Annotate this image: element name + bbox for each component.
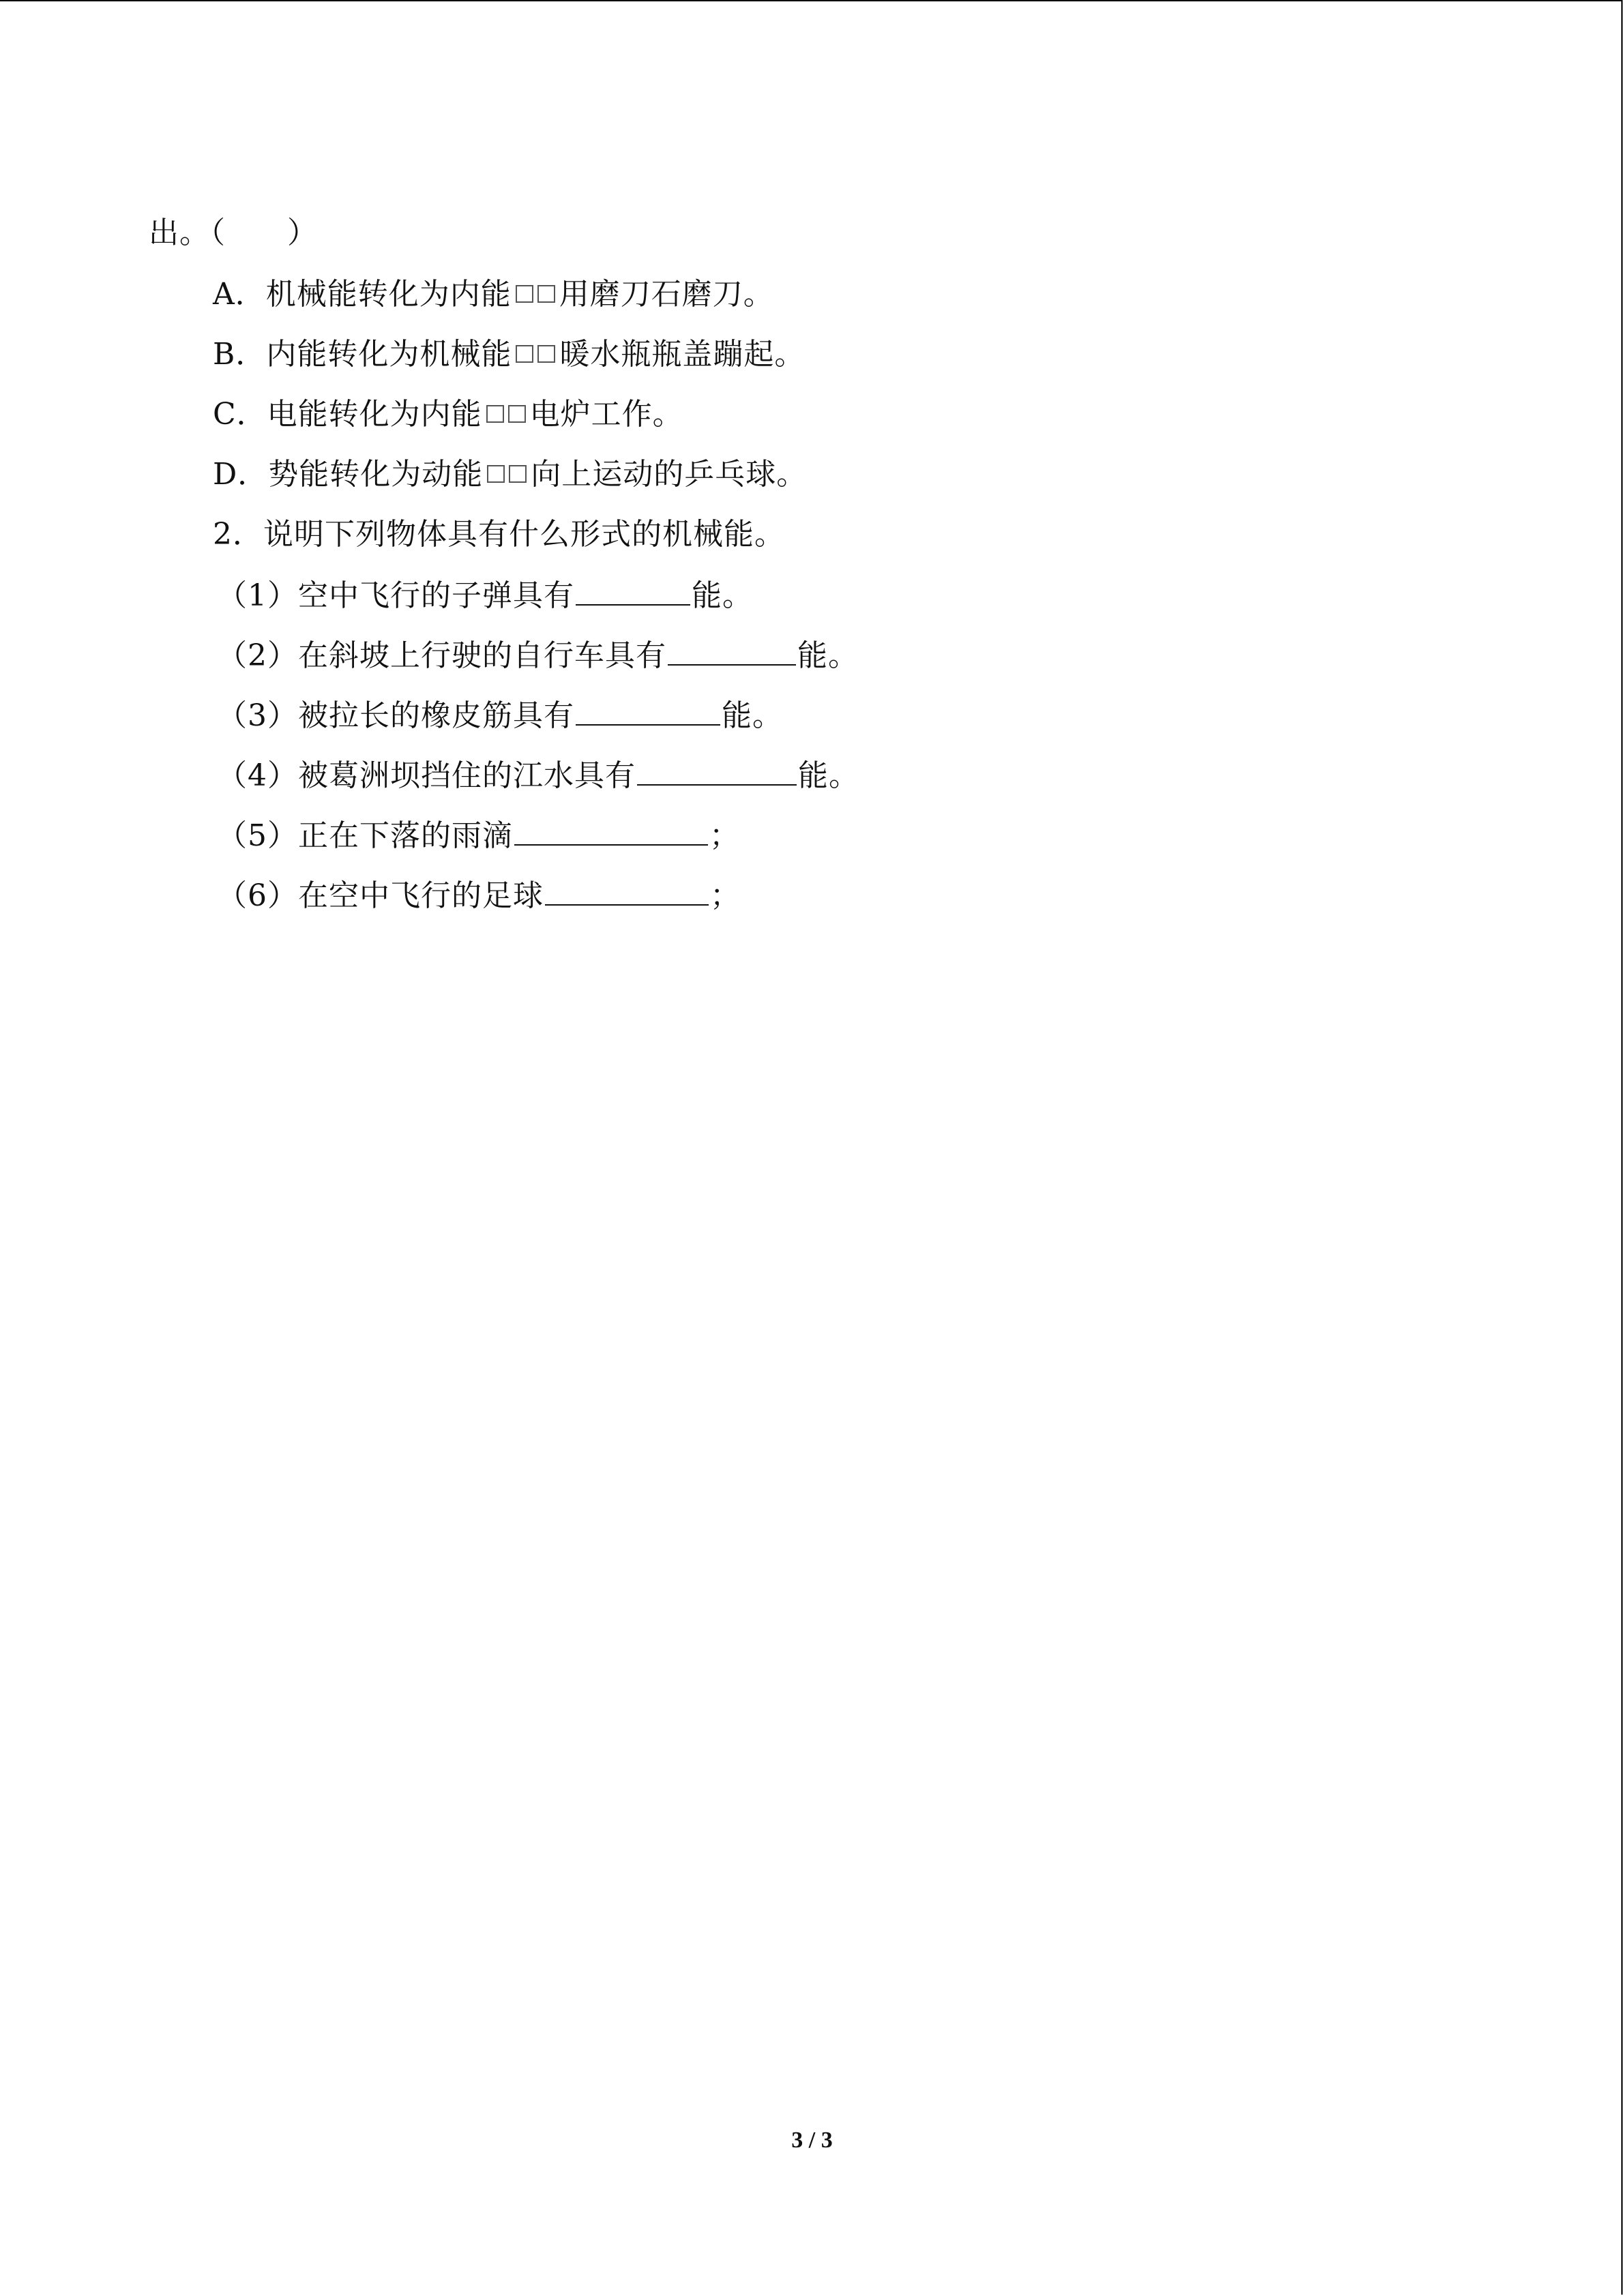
answer-blank[interactable] [514, 814, 708, 846]
option-letter: C． [213, 397, 267, 432]
option-left-text: 势能转化为动能 [268, 457, 484, 492]
item-suffix: 能。 [798, 758, 859, 793]
option-right-text: 向上运动的乒乓球。 [531, 457, 808, 492]
item-text: 在斜坡上行驶的自行车具有 [298, 638, 666, 673]
item-number: （2） [217, 638, 298, 673]
answer-blank[interactable] [545, 874, 709, 906]
option-letter: D． [213, 457, 269, 492]
question2-item-4 [217, 754, 859, 796]
option-right-text: 电炉工作。 [529, 397, 683, 432]
item-suffix: ； [710, 878, 741, 913]
item-suffix: 能。 [692, 578, 753, 613]
square-icon [516, 345, 533, 363]
item-number: （6） [217, 878, 298, 913]
square-icon [487, 465, 505, 483]
answer-blank[interactable] [576, 574, 690, 606]
item-number: （5） [217, 818, 298, 853]
question2-item-2 [217, 634, 859, 676]
item-suffix: 能。 [797, 638, 859, 673]
question2-item-6 [217, 874, 741, 916]
answer-blank[interactable] [576, 694, 720, 726]
item-suffix: 能。 [722, 698, 783, 733]
item-text: 被葛洲坝挡住的江水具有 [298, 758, 636, 793]
option-left-text: 内能转化为机械能 [266, 337, 512, 372]
question2-title [213, 514, 785, 555]
square-icon [508, 405, 526, 423]
option-letter: B． [213, 337, 267, 372]
option-left-text: 机械能转化为内能 [265, 277, 512, 312]
stem-tail-text: 出。（ ） [149, 215, 318, 250]
square-icon [537, 285, 555, 303]
option-right-text: 用磨刀石磨刀。 [559, 277, 774, 312]
item-text: 在空中飞行的足球 [298, 878, 544, 913]
question2-item-1 [217, 574, 753, 616]
item-number: （4） [217, 758, 298, 793]
answer-blank[interactable] [668, 634, 796, 666]
option-c [213, 394, 683, 435]
square-icon [537, 345, 555, 363]
option-left-text: 电能转化为内能 [267, 397, 482, 432]
item-text: 空中飞行的子弹具有 [298, 578, 574, 613]
option-d [213, 454, 807, 495]
square-icon [509, 465, 527, 483]
option-a [213, 274, 774, 315]
question2-title-text: 2．说明下列物体具有什么形式的机械能。 [213, 517, 785, 552]
item-suffix: ； [709, 818, 740, 853]
option-letter: A． [213, 277, 266, 312]
item-number: （3） [217, 698, 298, 733]
option-right-text: 暖水瓶瓶盖蹦起。 [559, 337, 806, 372]
item-text: 被拉长的橡皮筋具有 [298, 698, 574, 733]
question1-stem-tail [149, 213, 318, 254]
question2-item-5 [217, 814, 740, 856]
page-number: 3 / 3 [791, 2128, 833, 2153]
question2-item-3 [217, 694, 783, 736]
option-b [213, 334, 805, 375]
square-icon [486, 405, 504, 423]
square-icon [516, 285, 533, 303]
item-text: 正在下落的雨滴 [298, 818, 513, 853]
answer-blank[interactable] [637, 754, 797, 786]
item-number: （1） [217, 578, 298, 613]
